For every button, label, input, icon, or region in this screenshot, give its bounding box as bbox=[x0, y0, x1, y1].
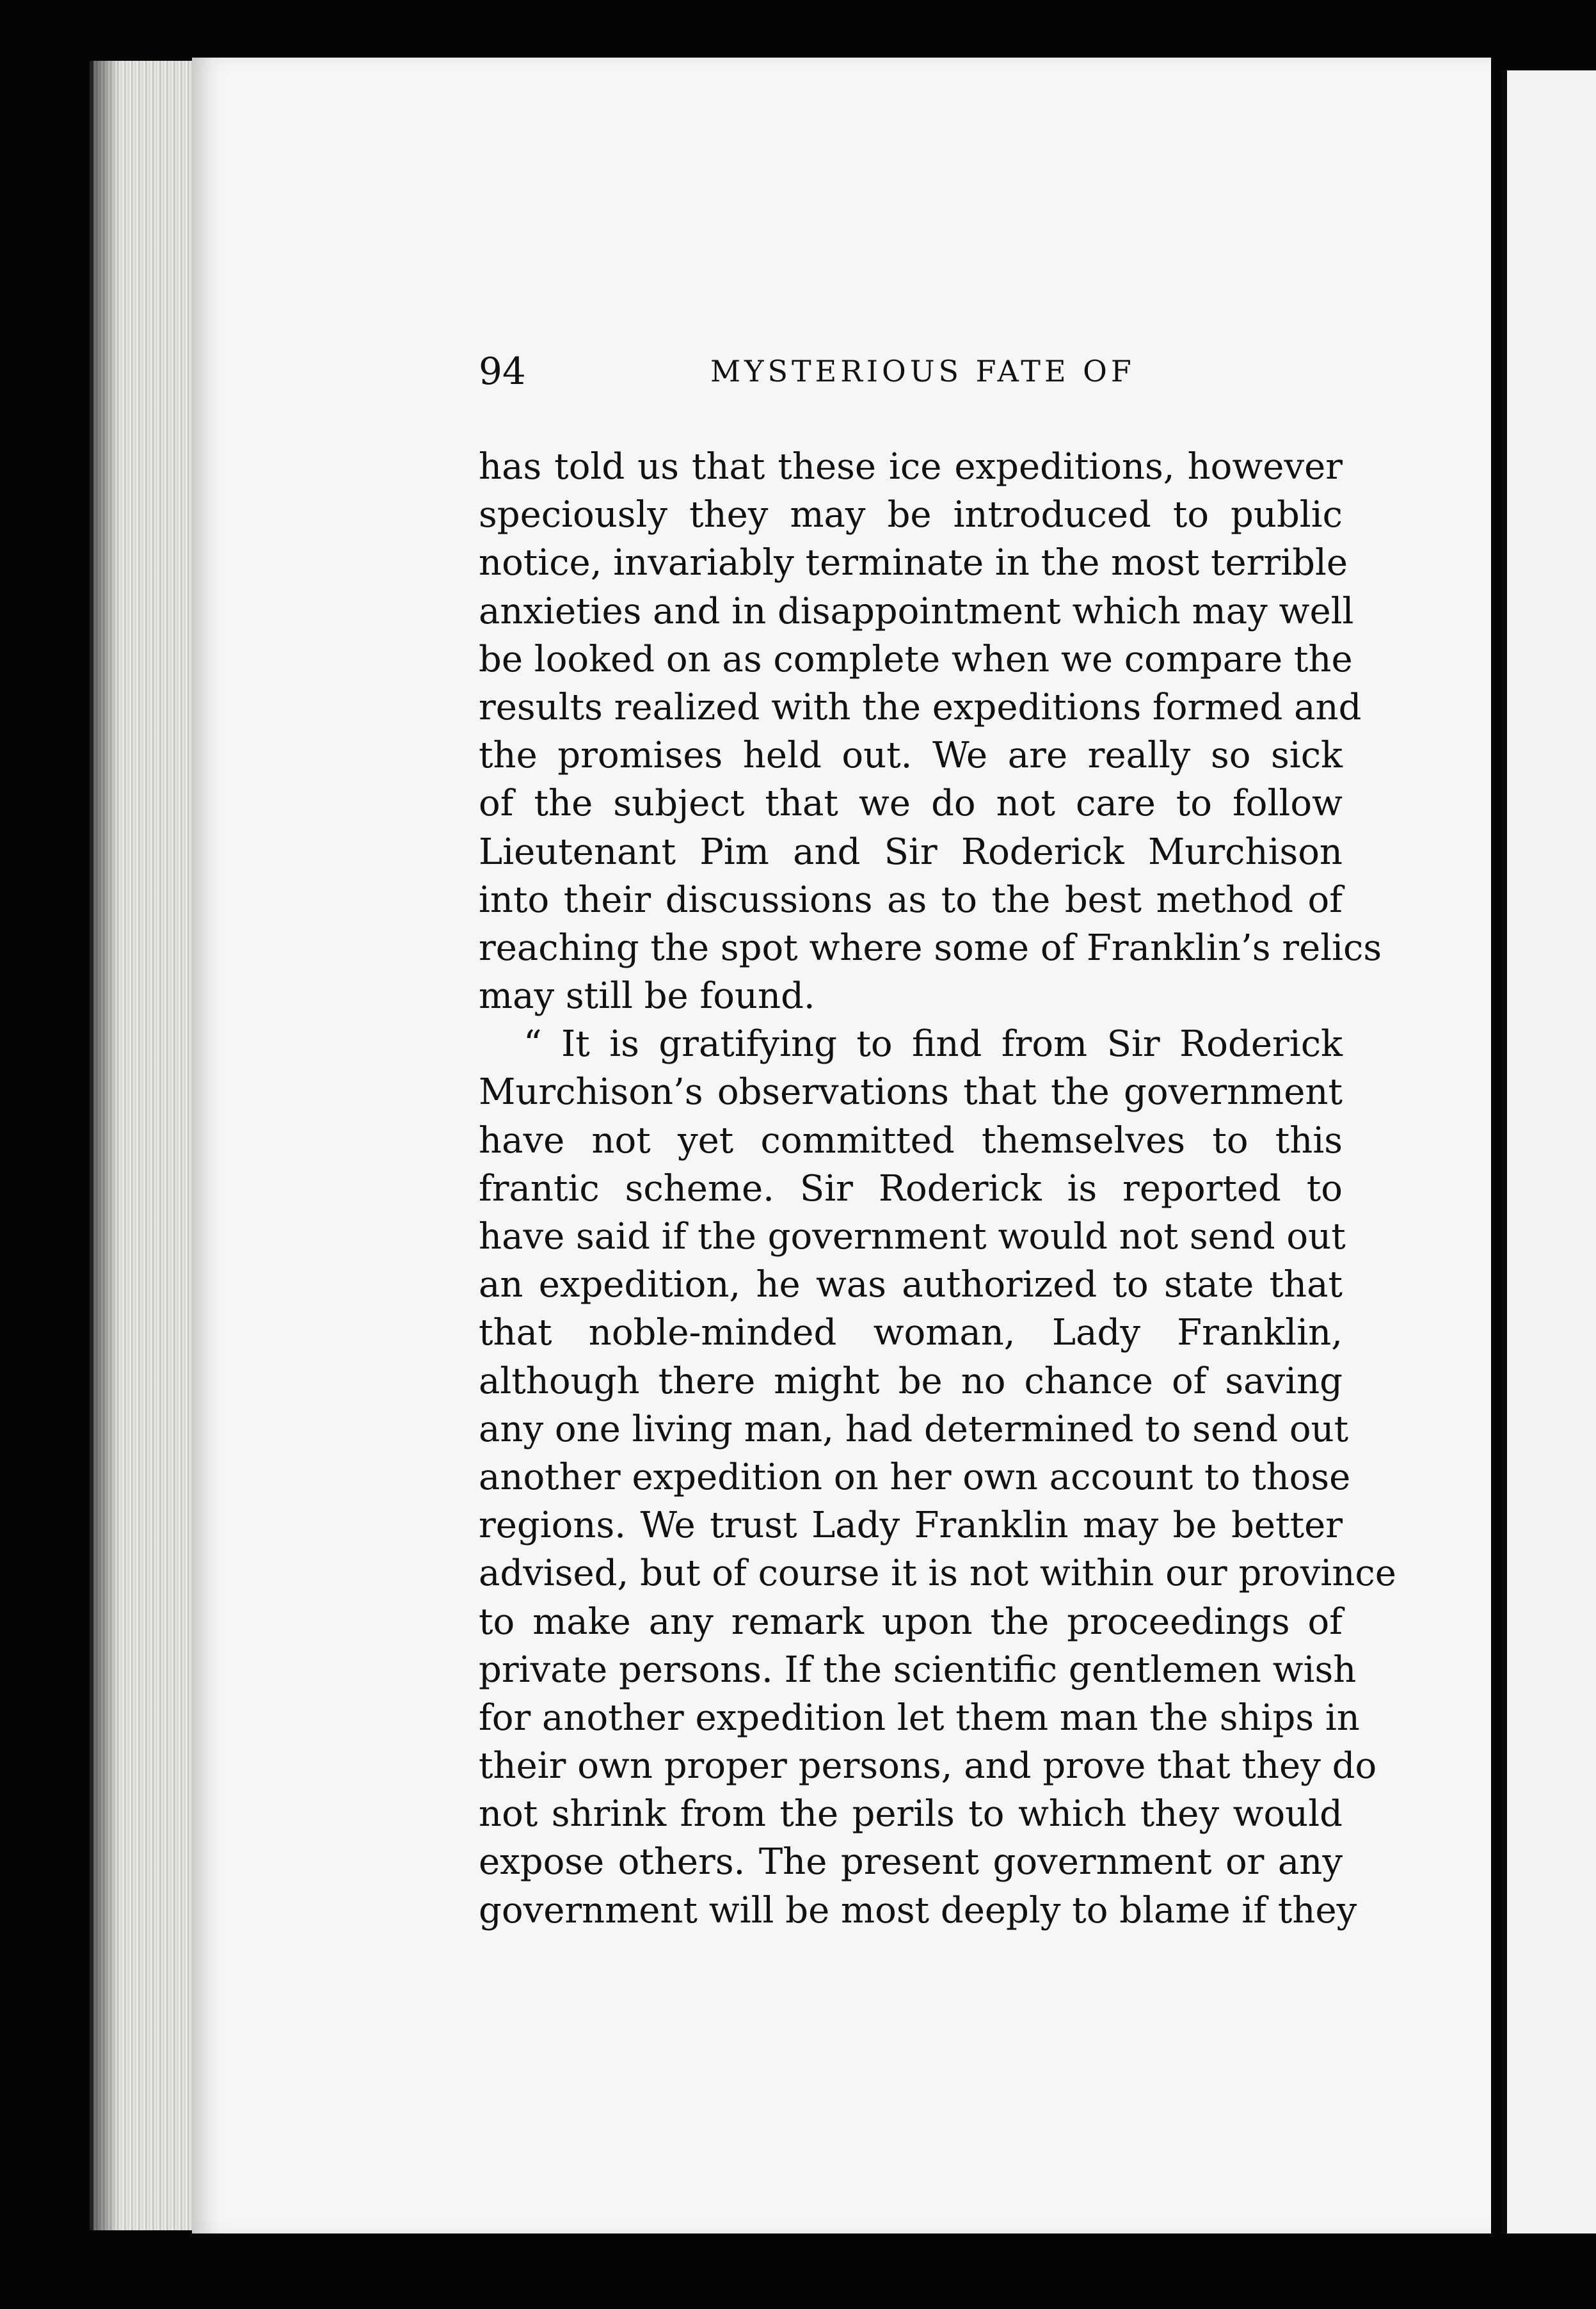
text-line: “ It is gratifying to find from Sir Roderick bbox=[523, 1023, 1343, 1066]
text-line: the promises held out. We are really so sick bbox=[479, 735, 1343, 777]
text-line: advised, but of course it is not within our province bbox=[479, 1553, 1396, 1595]
text-line: Lieutenant Pim and Sir Roderick Murchison bbox=[479, 831, 1343, 873]
text-line: has told us that these ice expeditions, however bbox=[479, 446, 1343, 488]
text-line: to make any remark upon the proceedings of bbox=[479, 1601, 1343, 1643]
text-line: speciously they may be introduced to public bbox=[479, 494, 1343, 536]
text-line: regions. We trust Lady Franklin may be better bbox=[479, 1505, 1343, 1547]
text-line: have said if the government would not send out bbox=[479, 1216, 1346, 1258]
facing-page-edge bbox=[1501, 70, 1596, 2233]
text-line: Murchison’s observations that the government bbox=[479, 1071, 1343, 1114]
page-header bbox=[479, 346, 1343, 397]
text-line: be looked on as complete when we compare the bbox=[479, 638, 1353, 680]
text-line: government will be most deeply to blame if they bbox=[479, 1889, 1357, 1931]
text-line: for another expedition let them man the ships in bbox=[479, 1697, 1360, 1739]
running-head: MYSTERIOUS FATE OF bbox=[710, 354, 1135, 388]
text-line: that noble-minded woman, Lady Franklin, bbox=[479, 1312, 1343, 1354]
text-line: private persons. If the scientific gentlemen wish bbox=[479, 1649, 1357, 1691]
text-line: although there might be no chance of saving bbox=[479, 1360, 1343, 1402]
text-line: not shrink from the perils to which they would bbox=[479, 1793, 1343, 1835]
text-line: their own proper persons, and prove that they do bbox=[479, 1745, 1377, 1787]
text-line: of the subject that we do not care to follow bbox=[479, 783, 1343, 825]
page-number: 94 bbox=[479, 349, 526, 393]
text-line: an expedition, he was authorized to state that bbox=[479, 1264, 1343, 1306]
text-line: may still be found. bbox=[479, 975, 815, 1018]
text-line: expose others. The present government or any bbox=[479, 1841, 1343, 1883]
text-line: have not yet committed themselves to this bbox=[479, 1119, 1343, 1162]
text-line: any one living man, had determined to send out bbox=[479, 1408, 1349, 1450]
text-line: notice, invariably terminate in the most terrible bbox=[479, 542, 1348, 584]
text-line: another expedition on her own account to those bbox=[479, 1456, 1351, 1498]
text-line: results realized with the expeditions formed and bbox=[479, 686, 1362, 728]
text-line: reaching the spot where some of Franklin’s relics bbox=[479, 927, 1382, 969]
body-text bbox=[479, 443, 1396, 1935]
text-line: into their discussions as to the best method of bbox=[479, 879, 1343, 921]
text-line: frantic scheme. Sir Roderick is reported to bbox=[479, 1167, 1343, 1210]
text-line: anxieties and in disappointment which may well bbox=[479, 590, 1354, 632]
